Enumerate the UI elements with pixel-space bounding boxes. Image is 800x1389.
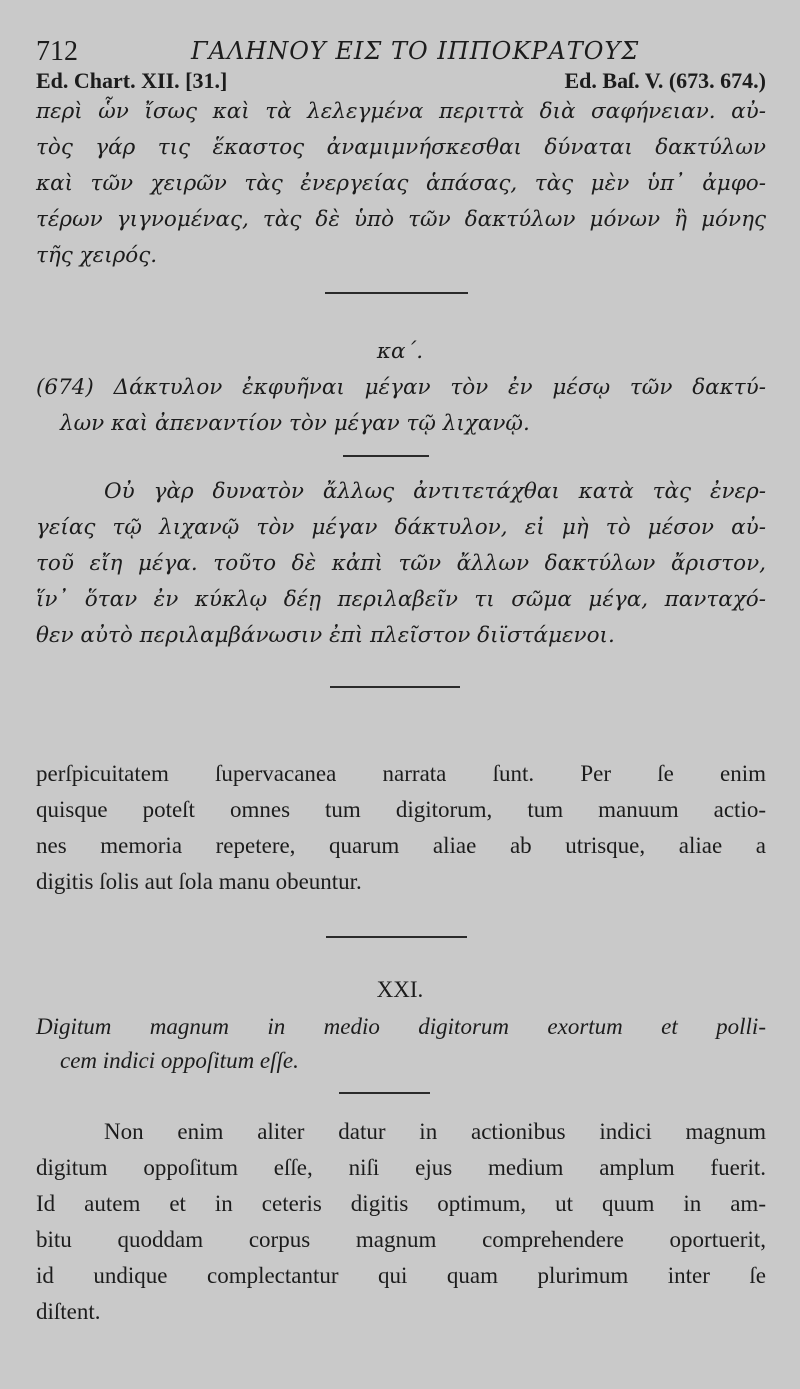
greek-commentary xyxy=(36,474,766,654)
text-line: digitis ſolis aut ſola manu obeuntur. xyxy=(36,869,362,894)
text-line: nes memoria repetere, quarum aliae ab utrisque, aliae a xyxy=(36,833,766,858)
text-line: (674) Δάκτυλον ἐκφυῆναι μέγαν τὸν ἐν μέσῳ τῶν δακτύ- xyxy=(36,375,766,400)
section-divider xyxy=(326,936,467,938)
text-line: Οὐ γὰρ δυνατὸν ἄλλως ἀντιτετάχθαι κατὰ τὰς ἐνερ- xyxy=(104,479,766,504)
latin-commentary xyxy=(36,1114,766,1330)
text-line: id undique complectantur qui quam plurimum inter ſe xyxy=(36,1263,766,1288)
text-line: quisque poteſt omnes tum digitorum, tum manuum actio- xyxy=(36,797,766,822)
latin-lemma xyxy=(36,1010,766,1078)
section-divider xyxy=(325,292,468,294)
text-line: περὶ ὧν ἴσως καὶ τὰ λελεγμένα περιττὰ διὰ σαφήνειαν. αὐ- xyxy=(36,99,766,124)
text-line: λων καὶ ἀπεναντίον τὸν μέγαν τῷ λιχανῷ. xyxy=(60,411,530,436)
text-line: τὸς γάρ τις ἕκαστος ἀναμιμνήσκεσθαι δύναται δακτύλων xyxy=(36,135,766,160)
greek-intro-paragraph xyxy=(36,94,766,274)
latin-section-number: XXI. xyxy=(376,977,424,1002)
text-line: diſtent. xyxy=(36,1299,101,1324)
running-head: ΓΑΛΗΝΟΥ ΕΙΣ ΤΟ ΙΠΠΟΚΡΑΤΟΥΣ xyxy=(191,37,640,65)
text-line: Non enim aliter datur in actionibus indici magnum xyxy=(104,1119,766,1144)
text-line: τοῦ εἴη μέγα. τοῦτο δὲ κἀπὶ τῶν ἄλλων δακτύλων ἄριστον, xyxy=(36,551,766,576)
text-line: γείας τῷ λιχανῷ τὸν μέγαν δάκτυλον, εἰ μὴ τὸ μέσον αὐ- xyxy=(36,515,766,540)
page-header xyxy=(36,28,766,68)
text-line: cem indici oppoſitum eſſe. xyxy=(60,1048,299,1073)
text-line: τέρων γιγνομένας, τὰς δὲ ὑπὸ τῶν δακτύλων μόνων ἢ μόνης xyxy=(36,207,766,232)
greek-lemma xyxy=(36,370,766,442)
text-line: ἵν᾽ ὅταν ἐν κύκλῳ δέῃ περιλαβεῖν τι σῶμα μέγα, πανταχό- xyxy=(36,587,766,612)
text-line: καὶ τῶν χειρῶν τὰς ἐνεργείας ἁπάσας, τὰς μὲν ὑπ᾽ ἀμφο- xyxy=(36,171,766,196)
text-line: digitum oppoſitum eſſe, niſi ejus medium amplum fuerit. xyxy=(36,1155,766,1180)
page-number: 712 xyxy=(36,36,78,67)
text-line: θεν αὐτὸ περιλαμβάνωσιν ἐπὶ πλεῖστον διϊστάμενοι. xyxy=(36,623,615,648)
greek-section-number: κα΄. xyxy=(376,339,424,364)
edition-chart-reference: Ed. Chart. XII. [31.] xyxy=(36,68,228,93)
edition-basel-reference: Ed. Baſ. V. (673. 674.) xyxy=(564,68,766,93)
section-divider xyxy=(330,686,460,688)
text-line: perſpicuitatem ſupervacanea narrata ſunt. Per ſe enim xyxy=(36,761,766,786)
section-divider xyxy=(339,1092,430,1094)
latin-intro-paragraph xyxy=(36,756,766,900)
text-line: bitu quoddam corpus magnum comprehendere oportuerit, xyxy=(36,1227,766,1252)
text-line: Id autem et in ceteris digitis optimum, ut quum in am- xyxy=(36,1191,766,1216)
text-line: Digitum magnum in medio digitorum exortum et polli- xyxy=(36,1014,766,1039)
text-line: τῆς χειρός. xyxy=(36,243,158,268)
section-divider xyxy=(343,455,429,457)
